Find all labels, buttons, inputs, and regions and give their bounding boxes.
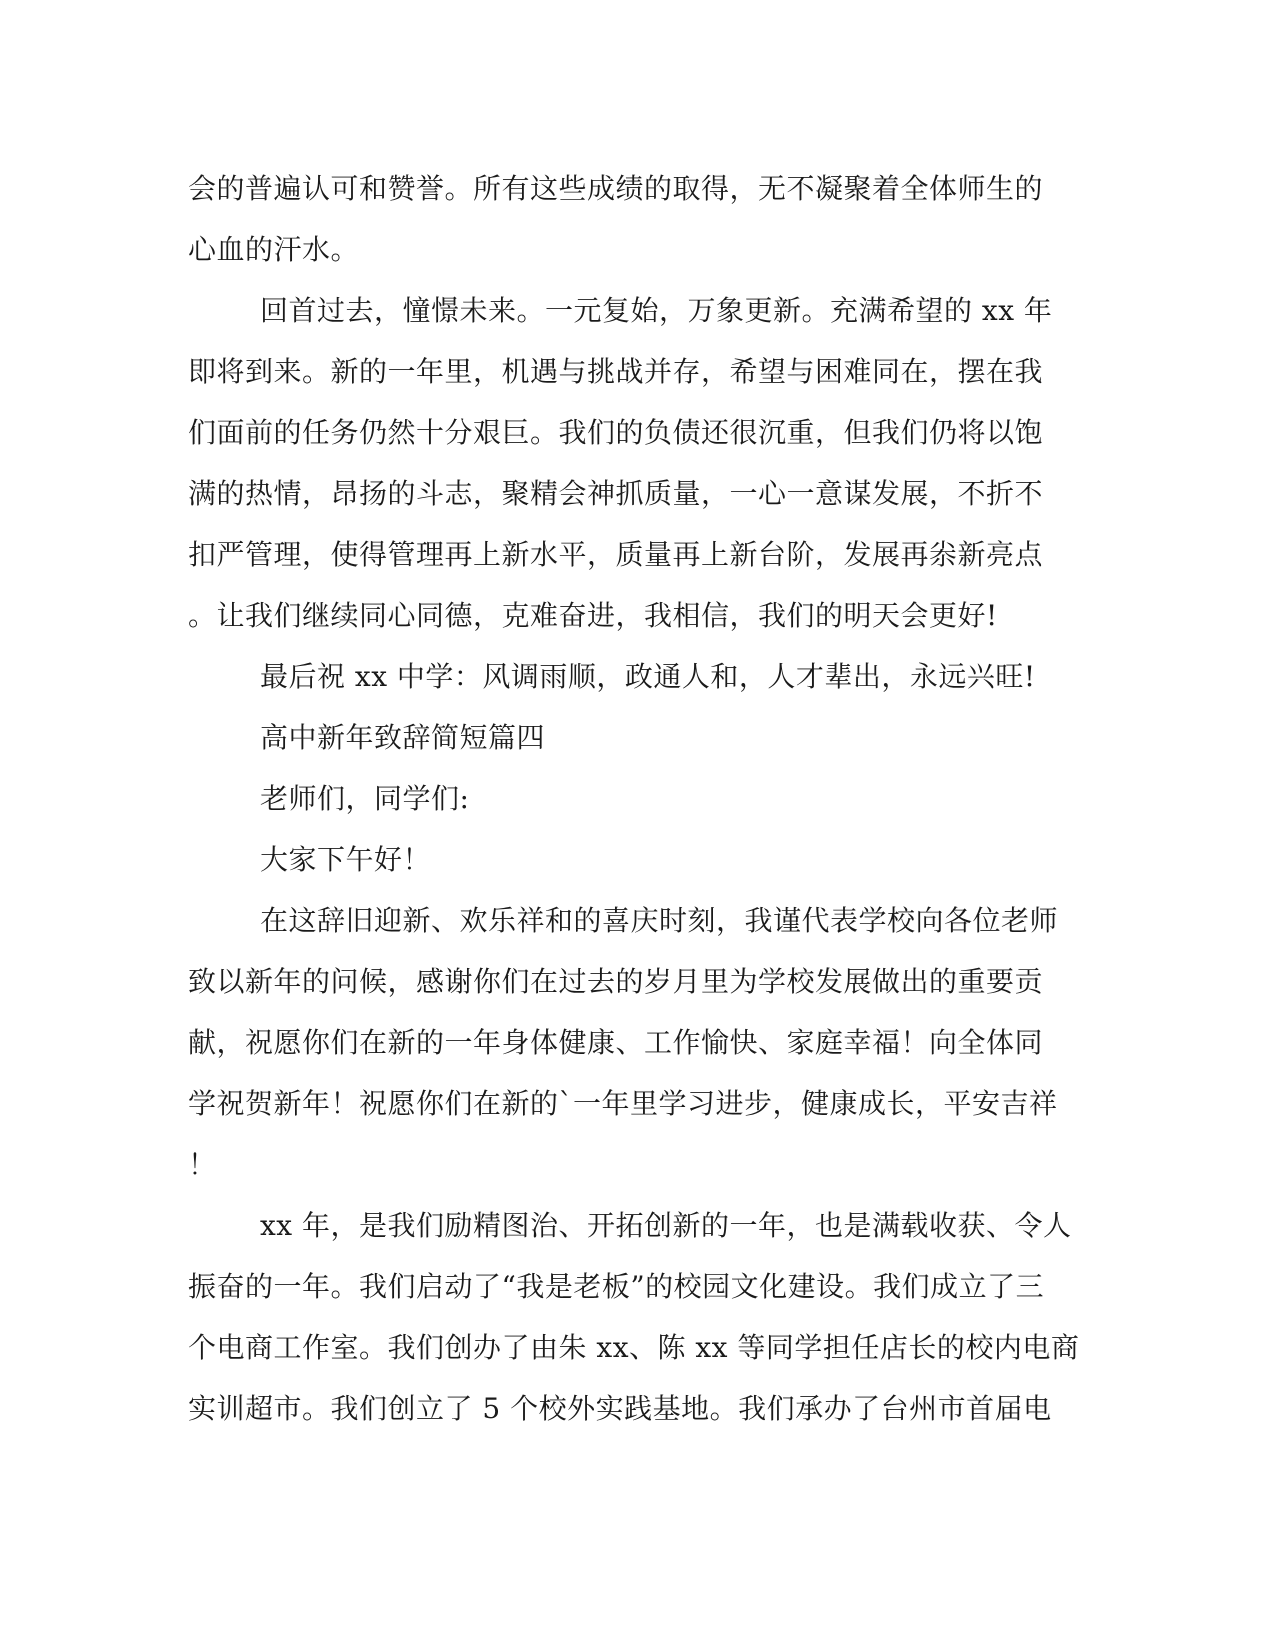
text-line-20: 个电商工作室。我们创办了由朱 xx、陈 xx 等同学担任店长的校内电商 [188, 1331, 1080, 1364]
text-line-6: 满的热情，昂扬的斗志，聚精会神抓质量，一心一意谋发展，不折不 [188, 477, 1044, 510]
text-line-19: 振奋的一年。我们启动了“我是老板”的校园文化建设。我们成立了三 [188, 1270, 1045, 1303]
text-line-9: 最后祝 xx 中学：风调雨顺，政通人和，人才辈出，永远兴旺! [260, 660, 1036, 693]
greeting-line: 大家下午好！ [260, 843, 432, 876]
section-heading: 高中新年致辞简短篇四 [260, 721, 546, 754]
text-line-21: 实训超市。我们创立了 5 个校外实践基地。我们承办了台州市首届电 [188, 1392, 1052, 1425]
text-line-17: ！ [188, 1148, 217, 1181]
text-line-3: 回首过去，憧憬未来。一元复始，万象更新。充满希望的 xx 年 [260, 294, 1053, 327]
text-line-7: 扣严管理，使得管理再上新水平，质量再上新台阶，发展再尜新亮点 [188, 538, 1044, 571]
salutation-line: 老师们，同学们: [260, 782, 470, 815]
text-line-14: 致以新年的问候，感谢你们在过去的岁月里为学校发展做出的重要贡 [188, 965, 1044, 998]
text-line-18: xx 年，是我们励精图治、开拓创新的一年，也是满载收获、令人 [260, 1209, 1072, 1242]
text-line-16: 学祝贺新年！祝愿你们在新的`一年里学习进步，健康成长，平安吉祥 [188, 1087, 1058, 1120]
text-line-15: 献，祝愿你们在新的一年身体健康、工作愉快、家庭幸福！向全体同 [188, 1026, 1044, 1059]
text-line-1: 会的普遍认可和赞誉。所有这些成绩的取得，无不凝聚着全体师生的 [188, 172, 1044, 205]
text-line-4: 即将到来。新的一年里，机遇与挑战并存，希望与困难同在，摆在我 [188, 355, 1044, 388]
document-body [188, 158, 1080, 1439]
text-line-5: 们面前的任务仍然十分艰巨。我们的负债还很沉重，但我们仍将以饱 [188, 416, 1044, 449]
text-line-13: 在这辞旧迎新、欢乐祥和的喜庆时刻，我谨代表学校向各位老师 [260, 904, 1059, 937]
text-line-2: 心血的汗水。 [188, 233, 360, 266]
text-line-8: 。让我们继续同心同德，克难奋进，我相信，我们的明天会更好! [188, 599, 998, 632]
